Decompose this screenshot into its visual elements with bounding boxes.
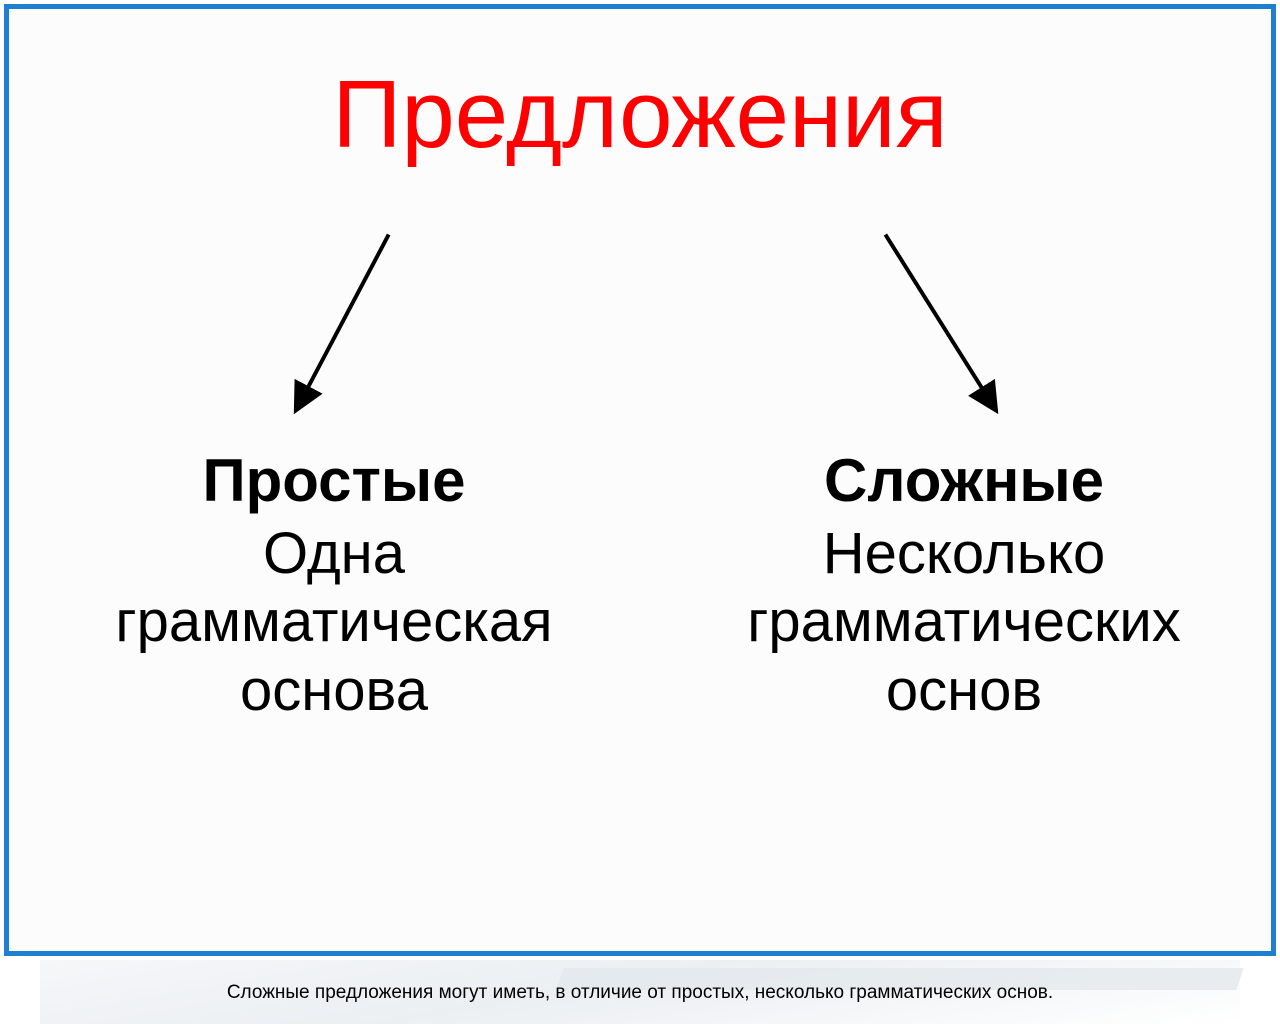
branch-complex-desc-line-1: Несколько <box>822 520 1106 586</box>
branch-complex-description <box>659 520 1269 725</box>
arrow-down-left-icon <box>296 235 389 411</box>
caption-strip <box>0 960 1280 1024</box>
branch-simple-desc-line-2: грамматическая <box>115 589 553 655</box>
branch-simple-description <box>29 520 639 725</box>
branch-complex-desc-line-3: основ <box>885 657 1043 723</box>
branch-simple-desc-line-1: Одна <box>263 520 405 586</box>
arrow-down-right-icon <box>885 235 996 411</box>
caption-text: Сложные предложения могут иметь, в отличие от простых, несколько грамматических основ. <box>226 982 1054 1003</box>
branch-simple-heading: Простые <box>202 447 466 514</box>
branch-simple <box>29 449 639 725</box>
slide-content <box>9 9 1271 951</box>
branch-complex <box>659 449 1269 725</box>
slide-frame <box>4 4 1276 956</box>
branch-complex-heading: Сложные <box>824 447 1104 514</box>
page-title: Предложения <box>332 61 948 168</box>
branch-complex-desc-line-2: грамматических <box>747 589 1181 655</box>
branch-simple-desc-line-3: основа <box>240 657 428 723</box>
